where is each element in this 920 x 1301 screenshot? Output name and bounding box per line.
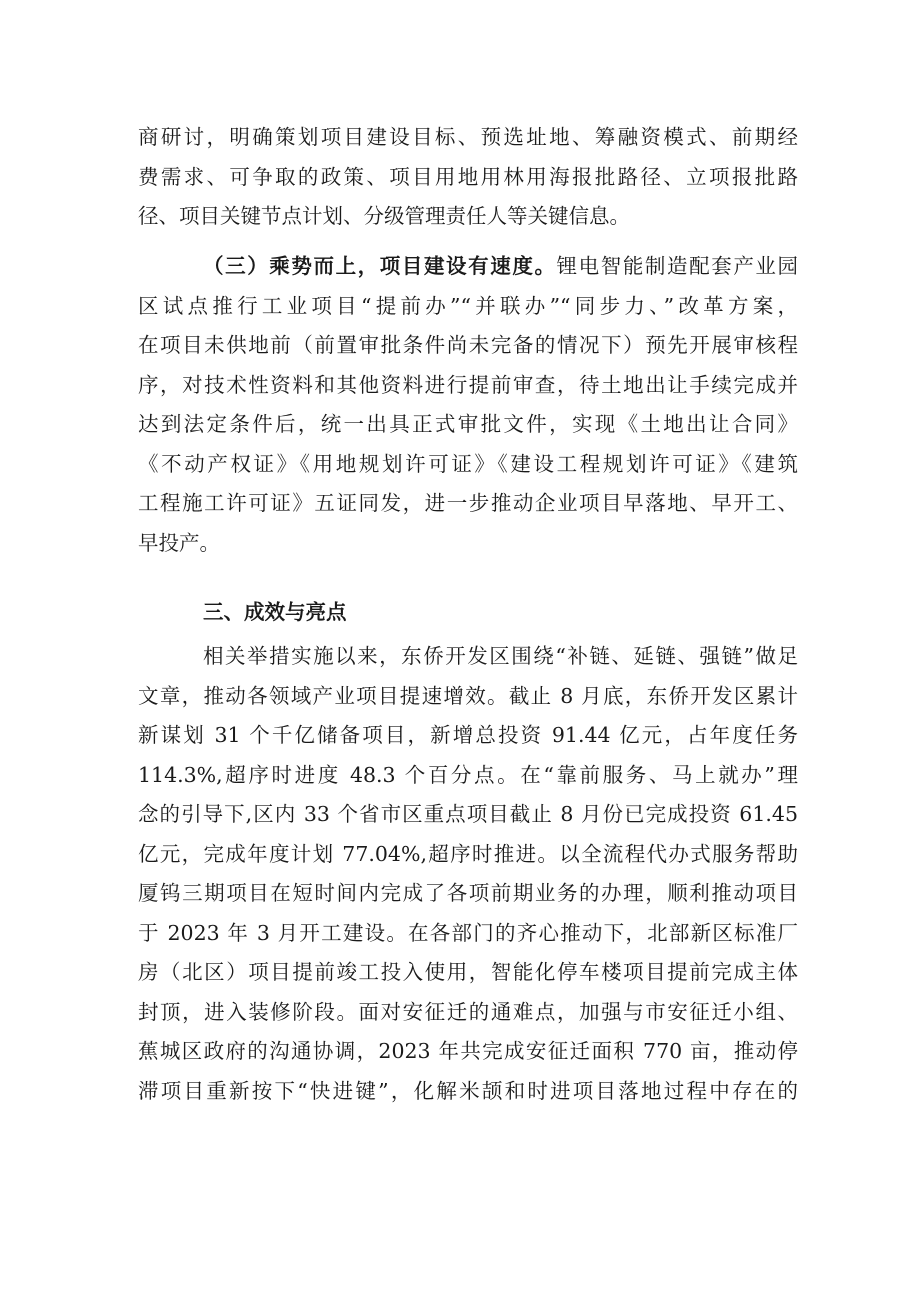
text-line: 费需求、可争取的政策、项目用地用林用海报批路径、立项报批路 (138, 164, 798, 189)
lead-rest-text: 锂电智能制造配套产业园 (556, 254, 799, 278)
text-line: 房（北区）项目提前竣工投入使用，智能化停车楼项目提前完成主体 (138, 960, 798, 984)
text-line: 相关举措实施以来，东侨开发区围绕“补链、延链、强链”做足 (203, 644, 798, 668)
section-heading: 三、成效与亮点 (203, 600, 347, 624)
text-line: 念的引导下,区内 33 个省市区重点项目截止 8 月份已完成投资 61.45 (138, 802, 798, 826)
section-heading-block (138, 593, 798, 633)
paragraph-planning (138, 118, 798, 237)
text-line: 序，对技术性资料和其他资料进行提前审查，待土地出让手续完成并 (138, 372, 798, 397)
text-line: 于 2023 年 3 月开工建设。在各部门的齐心推动下，北部新区标准厂 (138, 920, 798, 945)
text-line: 早投产。 (138, 530, 220, 555)
text-line: 商研讨，明确策划项目建设目标、预选址地、筹融资模式、前期经 (138, 125, 798, 149)
text-line: 滞项目重新按下“快进键”，化解米颉和时进项目落地过程中存在的 (138, 1078, 798, 1103)
paragraph-results (138, 637, 798, 1111)
text-line: 达到法定条件后，统一出具正式审批文件，实现《土地出让合同》 (138, 412, 798, 436)
text-line: 蕉城区政府的沟通协调，2023 年共完成安征迁面积 770 亩，推动停 (138, 1039, 798, 1063)
subheading-construction-speed: （三）乘势而上，项目建设有速度。 (203, 254, 557, 278)
text-line: 文章，推动各领域产业项目提速增效。截止 8 月底，东侨开发区累计 (138, 683, 798, 708)
text-line: 工程施工许可证》五证同发，进一步推动企业项目早落地、早开工、 (138, 491, 798, 515)
text-line: 114.3%,超序时进度 48.3 个百分点。在“靠前服务、马上就办”理 (138, 762, 798, 787)
text-line: 在项目未供地前（前置审批条件尚未完备的情况下）预先开展审核程 (138, 333, 798, 357)
paragraph-construction-speed (138, 247, 798, 563)
text-line: 《不动产权证》《用地规划许可证》《建设工程规划许可证》《建筑 (138, 451, 798, 476)
text-line: 封顶，进入装修阶段。面对安征迁的通难点，加强与市安征迁小组、 (138, 999, 798, 1024)
text-line: 厦钨三期项目在短时间内完成了各项前期业务的办理，顺利推动项目 (138, 881, 798, 905)
text-line-lead (138, 247, 798, 287)
text-line: 新谋划 31 个千亿储备项目，新增总投资 91.44 亿元，占年度任务 (138, 723, 798, 747)
text-line: 亿元，完成年度计划 77.04%,超序时推进。以全流程代办式服务帮助 (138, 841, 798, 866)
text-line: 径、项目关键节点计划、分级管理责任人等关键信息。 (138, 204, 630, 228)
text-line: 区试点推行工业项目“提前办”“并联办”“同步力、”改革方案， (138, 293, 798, 318)
